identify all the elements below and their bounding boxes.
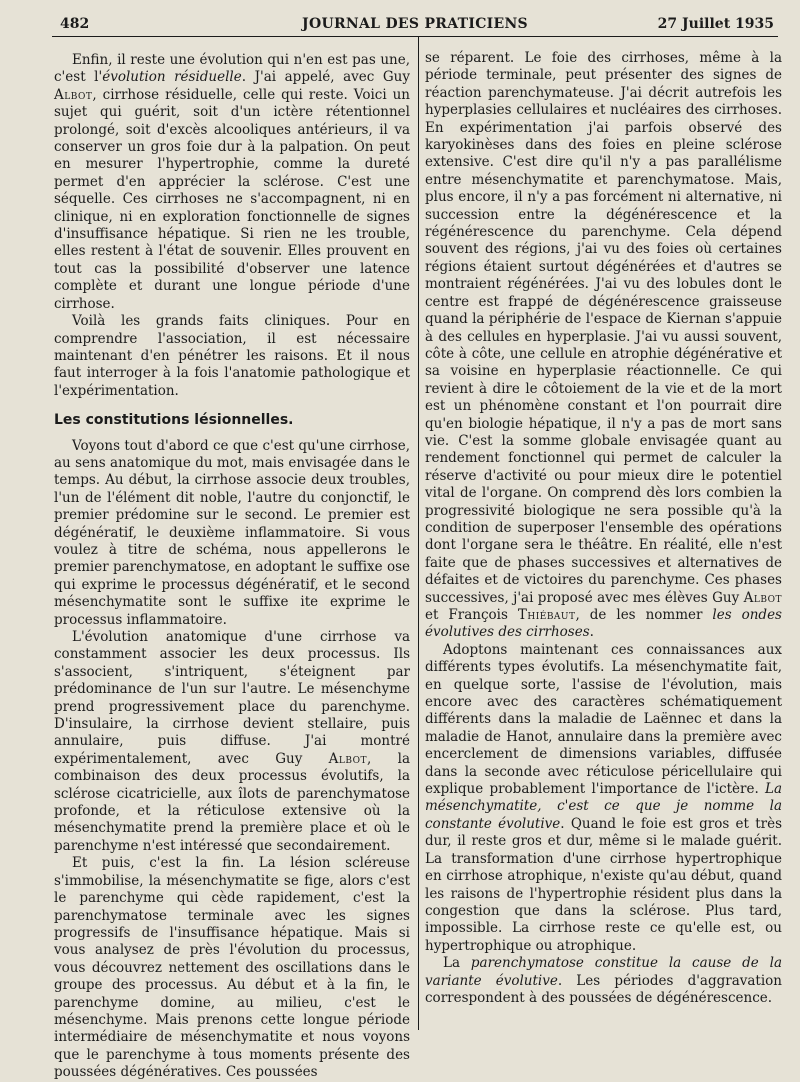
paragraph xyxy=(425,642,782,955)
emphasis-text: les ondes évolutives des cirrhoses xyxy=(425,607,782,641)
text-run: . Quand le foie est gros et très dur, il reste gros et dur, même si le malade guérit. La transformation d'une cirrhose hypertrophique en cirrhose atrophique, n'existe qu'au début, quand les raisons de l'hypertrophie résident plus dans la congestion que dans la sclérose. Plus tard, impossible. La cirrhose reste ce qu'elle est, ou hypertrophique ou atrophique. xyxy=(425,815,782,954)
left-column xyxy=(54,52,410,1082)
header-rule xyxy=(52,36,778,37)
journal-title: JOURNAL DES PRATICIENS xyxy=(302,16,528,32)
issue-date: 27 Juillet 1935 xyxy=(657,16,774,32)
text-run: et François xyxy=(425,607,518,623)
page-header xyxy=(52,14,778,38)
paragraph xyxy=(425,50,782,642)
paragraph: Et puis, c'est la fin. La lésion scléreuse s'immobilise, la mésenchymatite se fige, alors c'est le parenchyme qui cède rapidement, c'est la parenchymatose terminale avec les signes progressifs de l'insuffisance hépatique. Mais si vous analysez de près l'évolution du processus, vous découvrez nettement des oscillations dans le groupe des processus. Au début et à la fin, le parenchyme domine, au milieu, c'est le mésenchyme. Mais prenons cette longue période intermédiaire de mésenchymatite et nous voyons que le parenchyme à tous moments présente des poussées dégénératives. Ces poussées xyxy=(54,855,410,1081)
emphasis-text: La mésenchymatite, c'est ce que je nomme la constante évolutive xyxy=(425,781,782,832)
paragraph xyxy=(54,52,410,313)
text-run: se réparent. Le foie des cirrhoses, même à la période terminale, peut présenter des signes de réaction parenchymateuse. J'ai décrit autrefois les hyperplasies cellulaires et nucléaires des cirrhoses. En expérimentation j'ai parfois observé des karyokinèses dans des foies en pleine sclérose extensive. C'est dire qu'il n'y a pas parallélisme entre mésenchymatite et parenchymatose. Mais, plus encore, il n'y a pas forcément ni alternative, ni succession entre la dégénérescence et la régénérescence du parenchyme. Cela dépend souvent des régions, j'ai vu des foies où certaines régions étaient surtout dégénérées et d'autres se montraient régénérées. J'ai vu des lobules dont le centre est frappé de dégénérescence graisseuse quand la périphérie de l'espace de Kiernan s'appuie à des cellules en hyperplasie. J'ai vu aussi souvent, côte à côte, une cellule en atrophie dégénérative et sa voisine en hyperplasie réactionnelle. Ce qui revient à dire le côtoiement de la vie et de la mort est un phénomène constant et l'on pourrait dire qu'en biologie hépatique, il n'y a pas de mort sans vie. C'est la somme globale envisagée quant au rendement fonctionnel qui permet de calculer la réserve d'activité ou pour mieux dire le potentiel vital de l'organe. On comprend dès lors combien la progressivité biologique ne sera possible qu'à la condition de superposer l'ensemble des opérations dont l'organe sera le théâtre. En réalité, elle n'est faite que de phases successives et alternatives de défaites et de victoires du parenchyme. Ces phases successives, j'ai proposé avec mes élèves Guy xyxy=(425,50,782,606)
paragraph xyxy=(54,629,410,855)
text-run: Adoptons maintenant ces connaissances aux différents types évolutifs. La mésenchymatite fait, en quelque sorte, l'assise de l'évolution, mais encore avec des caractères schématiquement différents dans la maladie de Laënnec et dans la maladie de Hanot, annulaire dans la première avec encerclement de dimensions variables, diffusée dans la seconde avec réticulose péricellulaire qui explique probablement l'importance de l'ictère. xyxy=(425,641,782,798)
text-run: . J'ai appelé, avec Guy xyxy=(241,69,410,86)
paragraph: Voilà les grands faits cliniques. Pour en comprendre l'association, il est nécessaire maintenant d'en pénétrer les raisons. Et il nous faut interroger à la fois l'anatomie pathologique et l'expérimentation. xyxy=(54,313,410,399)
author-name: Thiébaut xyxy=(517,607,576,623)
text-run: . xyxy=(589,624,594,641)
paragraph xyxy=(425,955,782,1007)
column-divider xyxy=(418,37,419,1030)
author-name: Albot xyxy=(743,589,782,606)
right-column xyxy=(425,50,782,1007)
emphasis-text: évolution résiduelle xyxy=(102,69,242,86)
text-run: , de les nommer xyxy=(575,607,713,623)
text-run: Enfin, il reste une évolution qui n'en est pas une, c'est l' xyxy=(54,52,410,86)
section-heading: Les constitutions lésionnelles. xyxy=(54,412,294,429)
author-name: Albot xyxy=(328,750,368,767)
text-run: L'évolution anatomique d'une cirrhose va constamment associer les deux processus. Ils s'associent, s'intriquent, s'éteignent par prédominance de l'un sur l'autre. Le mésenchyme prend progressivement place du parenchyme. D'insulaire, la cirrhose devient stellaire, puis annulaire, puis diffuse. J'ai montré expérimentalement, avec Guy xyxy=(54,629,410,767)
emphasis-text: parenchymatose constitue la cause de la variante évolutive xyxy=(425,955,783,989)
text-run: La xyxy=(443,955,471,972)
author-name: Albot xyxy=(54,86,93,103)
text-run: , la combinaison des deux processus évolutifs, la sclérose cicatricielle, aux îlots de parenchymatose profonde, et la réticulose extensive où la mésenchymatite prend la première place et où le parenchyme n'est intéressé que secondairement. xyxy=(54,750,410,854)
text-run: . Les périodes d'aggravation correspondent à des poussées de dégénérescence. xyxy=(425,972,782,1006)
page-number: 482 xyxy=(60,16,90,32)
paragraph: Voyons tout d'abord ce que c'est qu'une cirrhose, au sens anatomique du mot, mais envisagée dans le temps. Au début, la cirrhose associe deux troubles, l'un de l'élément dit noble, l'autre du conjonctif, le premier prédomine sur le second. Le premier est dégénératif, le deuxième inflammatoire. Si vous voulez à titre de schéma, nous appellerons le premier parenchymatose, en adoptant le suffixe ose qui exprime le processus dégénératif, et le second mésenchymatite sont le suffixe ite exprime le processus inflammatoire. xyxy=(54,437,410,628)
text-run: , cirrhose résiduelle, celle qui reste. Voici un sujet qui guérit, soit d'un ictère rétentionnel prolongé, soit d'excès alcooliques antérieurs, il va conserver un gros foie dur à la palpation. On peut en mesurer l'hypertrophie, comme la dureté permet d'en apprécier la sclérose. C'est une séquelle. Ces cirrhoses ne s'accompagnent, ni en clinique, ni en exploration fonctionnelle de signes d'insuffisance hépatique. Si rien ne les trouble, elles restent à l'état de souvenir. Elles prouvent en tout cas la possibilité d'observer une latence complète et durant une longue période d'une cirrhose. xyxy=(54,86,410,312)
